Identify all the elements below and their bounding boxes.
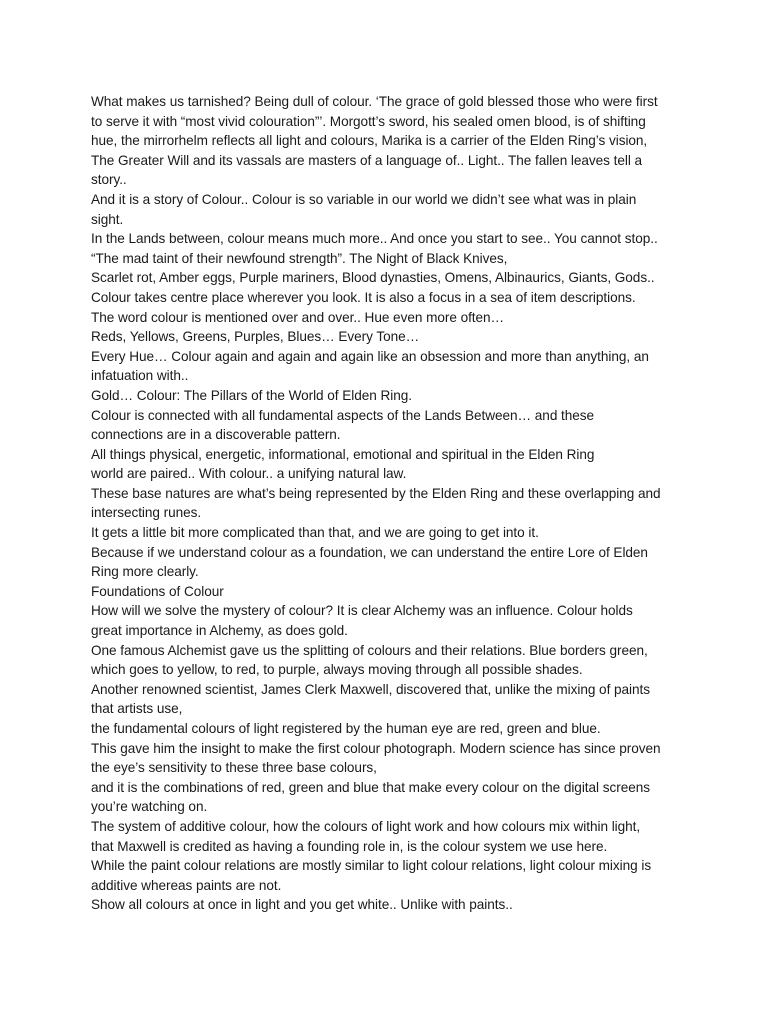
text-line: Reds, Yellows, Greens, Purples, Blues… Every Tone… [91, 329, 420, 345]
text-line: hue, the mirrorhelm reflects all light and colours, Marika is a carrier of the Elden Ring’s vision, [91, 133, 648, 149]
text-line: which goes to yellow, to red, to purple, always moving through all possible shades. [91, 662, 583, 678]
text-line: Every Hue… Colour again and again and again like an obsession and more than anything, an [91, 348, 649, 364]
text-line: and it is the combinations of red, green and blue that make every colour on the digital screens [91, 779, 650, 795]
section-heading: Foundations of Colour [91, 583, 224, 599]
text-line: you’re watching on. [91, 799, 208, 815]
text-line: “The mad taint of their newfound strength”. The Night of Black Knives, [91, 250, 508, 266]
text-line: the fundamental colours of light registered by the human eye are red, green and blue. [91, 721, 601, 736]
text-line: sight. [91, 211, 124, 227]
text-line: One famous Alchemist gave us the splitting of colours and their relations. Blue borders green, [91, 642, 648, 658]
text-line: These base natures are what’s being represented by the Elden Ring and these overlapping and [91, 485, 661, 501]
text-line: world are paired.. With colour.. a unifying natural law. [91, 466, 407, 482]
text-line: additive whereas paints are not. [91, 877, 282, 893]
text-line: All things physical, energetic, informational, emotional and spiritual in the Elden Ring [91, 446, 595, 462]
text-line: Because if we understand colour as a foundation, we can understand the entire Lore of Elden [91, 544, 648, 560]
text-line: While the paint colour relations are mostly similar to light colour relations, light colour mixing is [91, 858, 652, 874]
document-body [91, 92, 691, 915]
text-line: Colour is connected with all fundamental aspects of the Lands Between… and these [91, 407, 595, 423]
text-line: story.. [91, 172, 127, 188]
text-line: And it is a story of Colour.. Colour is so variable in our world we didn’t see what was in plain [91, 191, 637, 207]
text-line: Colour takes centre place wherever you look. It is also a focus in a sea of item descriptions. [91, 289, 636, 305]
text-line: infatuation with.. [91, 368, 189, 384]
text-line: that Maxwell is credited as having a founding role in, is the colour system we use here. [91, 838, 608, 854]
text-line: The system of additive colour, how the colours of light work and how colours mix within light, [91, 818, 641, 834]
text-line: that artists use, [91, 701, 183, 717]
text-line: The word colour is mentioned over and over.. Hue even more often… [91, 309, 505, 325]
text-line: How will we solve the mystery of colour? It is clear Alchemy was an influence. Colour holds [91, 603, 633, 619]
text-line: Scarlet rot, Amber eggs, Purple mariners, Blood dynasties, Omens, Albinaurics, Giants, Gods.. [91, 270, 655, 286]
text-line: the eye’s sensitivity to these three base colours, [91, 760, 377, 776]
text-line: great importance in Alchemy, as does gold. [91, 623, 348, 639]
text-line: to serve it with “most vivid colouration”’. Morgott’s sword, his sealed omen blood, is of shifting [91, 113, 646, 129]
text-line: This gave him the insight to make the first colour photograph. Modern science has since proven [91, 740, 661, 756]
text-line: The Greater Will and its vassals are masters of a language of.. Light.. The fallen leaves tell a [91, 152, 643, 168]
text-line: Ring more clearly. [91, 564, 199, 580]
text-line: In the Lands between, colour means much more.. And once you start to see.. You cannot stop.. [91, 231, 658, 247]
text-line: Gold… Colour: The Pillars of the World of Elden Ring. [91, 387, 412, 403]
text-line: connections are in a discoverable pattern. [91, 427, 341, 443]
text-line: It gets a little bit more complicated than that, and we are going to get into it. [91, 525, 539, 541]
text-line: intersecting runes. [91, 505, 202, 521]
text-line: What makes us tarnished? Being dull of colour. ‘The grace of gold blessed those who were first [91, 94, 658, 109]
text-line: Another renowned scientist, James Clerk Maxwell, discovered that, unlike the mixing of paints [91, 681, 651, 697]
text-line: Show all colours at once in light and you get white.. Unlike with paints.. [91, 897, 513, 913]
